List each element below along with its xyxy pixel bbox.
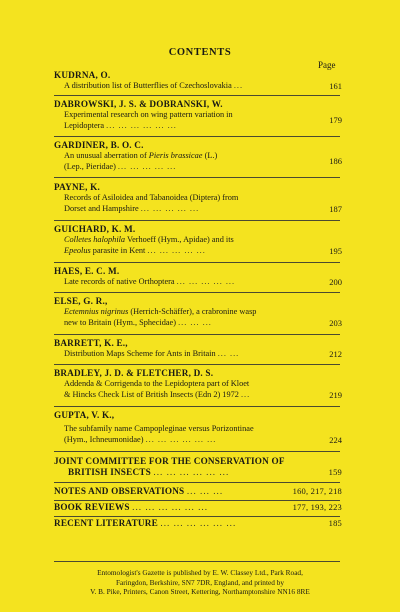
section-label: RECENT LITERATURE [54,518,158,528]
entry-author: BARRETT, K. E., [54,338,128,348]
divider [54,482,340,483]
entry-author: DABROWSKI, J. S. & DOBRANSKI, W. [54,99,223,109]
entry-title-cont: Lepidoptera [64,120,105,130]
section-label: BOOK REVIEWS [54,502,130,512]
divider [54,406,340,407]
divider [54,262,340,263]
toc-entry [54,410,340,445]
leader-dots: ... ... [217,349,240,358]
entry-title: The subfamily name Campopleginae versus Porizontinae [64,424,254,433]
divider [54,334,340,335]
section-page: 160, 217, 218 [292,486,342,496]
entry-author: PAYNE, K. [54,182,100,192]
section-label-cont: BRITISH INSECTS [68,467,151,477]
toc-entry [54,182,340,214]
divider [54,177,340,178]
toc-entry: ELSE, G. R., Ectemnius nigrinus (Herrich-Schäffer), a crabronine wasp new to Britain (Hym., Sphecidae) ... ... ... 203 [54,296,342,328]
entry-author: GUICHARD, K. M. [54,224,136,234]
entry-page: 200 [329,277,342,287]
leader-dots: ... [240,389,251,399]
entry-page: 212 [329,349,342,359]
divider [54,451,340,452]
entry-author: BRADLEY, J. D. & FLETCHER, D. S. [54,368,214,378]
toc-entry [54,338,340,360]
toc-entry: GARDINER, B. O. C. An unusual aberration of Pieris brassicae (L.) (Lep., Pieridae) ... ... ... ... ... 186 [54,140,342,171]
section-page: 159 [328,467,342,477]
entry-page: 187 [329,203,342,214]
section-label: JOINT COMMITTEE FOR THE CONSERVATION OF [54,456,285,466]
leader-dots: ... ... ... ... ... ... [160,518,237,528]
divider [54,364,340,365]
entry-author: GARDINER, B. O. C. [54,140,144,150]
entry-page: 219 [329,389,342,400]
toc-section [54,456,340,478]
toc-entry: GUICHARD, K. M. Colletes halophila Verhoeff (Hym., Apidae) and its Epeolus parasite in Kent ... ... ... ... ... 195 [54,224,342,256]
entry-title: Distribution Maps Scheme for Ants in Britain [64,349,216,358]
divider [54,136,340,137]
entry-page: 224 [329,434,342,445]
toc-entry [54,99,340,131]
divider [54,516,340,517]
divider [54,95,340,96]
leader-dots: ... ... ... ... ... ... [106,120,177,130]
section-page: 185 [328,518,342,528]
entry-page: 203 [329,317,342,328]
entry-author: KUDRNA, O. [54,70,111,80]
publisher-footer [50,568,350,597]
footer-line: Entomologist's Gazette is published by E. W. Classey Ltd., Park Road, [97,568,303,577]
section-label: NOTES AND OBSERVATIONS [54,486,185,496]
entry-author: ELSE, G. R., [54,296,108,306]
entry-page: 195 [329,245,342,256]
entry-title: Records of Asiloidea and Tabanoidea (Diptera) from [64,193,239,202]
leader-dots: ... ... ... [178,317,212,327]
entry-title-cont: & Hincks Check List of British Insects (Edn 2) 1972 [64,389,239,399]
entry-author: HAES, E. C. M. [54,266,120,276]
leader-dots: ... ... ... ... ... ... [153,467,230,477]
leader-dots: ... ... ... ... ... [147,245,206,255]
entry-author: GUPTA, V. K., [54,410,115,420]
leader-dots: ... ... ... ... ... [140,203,200,213]
page-column-header: Page [318,60,336,70]
entry-title: A distribution list of Butterflies of Czechoslovakia [64,81,232,90]
toc-entry [54,70,340,92]
toc-entry [54,266,340,288]
toc-section [54,518,340,529]
divider [54,220,340,221]
divider [54,500,340,501]
page-title: CONTENTS [168,47,232,58]
entry-title-cont: Dorset and Hampshire [64,203,139,213]
section-page: 177, 193, 223 [292,502,342,512]
entry-page: 179 [329,114,342,125]
entry-page: 186 [329,155,342,166]
toc-entry [54,368,340,400]
entry-title: Experimental research on wing pattern variation in [64,110,233,119]
leader-dots: ... ... ... ... ... ... [145,434,217,444]
toc-section [54,502,340,513]
entry-title: Addenda & Corrigenda to the Lepidoptera part of Kloet [64,379,250,388]
leader-dots: ... ... ... [186,486,224,496]
entry-title: Late records of native Orthoptera [64,277,175,286]
footer-line: V. B. Pike, Printers, Canon Street, Kettering, Northamptonshire NN16 8RE [90,587,310,596]
divider [54,292,340,293]
toc-section [54,486,340,497]
leader-dots: ... ... ... ... ... [176,277,236,286]
leader-dots: ... ... ... ... ... ... [132,502,208,512]
footer-rule [54,561,340,562]
entry-page: 161 [329,81,342,91]
entry-title-cont: (Hym., Ichneumonidae) [64,434,144,444]
leader-dots: ... ... ... ... ... [117,161,177,171]
leader-dots: ... [233,81,244,90]
footer-line: Faringdon, Berkshire, SN7 7DR, England, and printed by [115,577,284,587]
